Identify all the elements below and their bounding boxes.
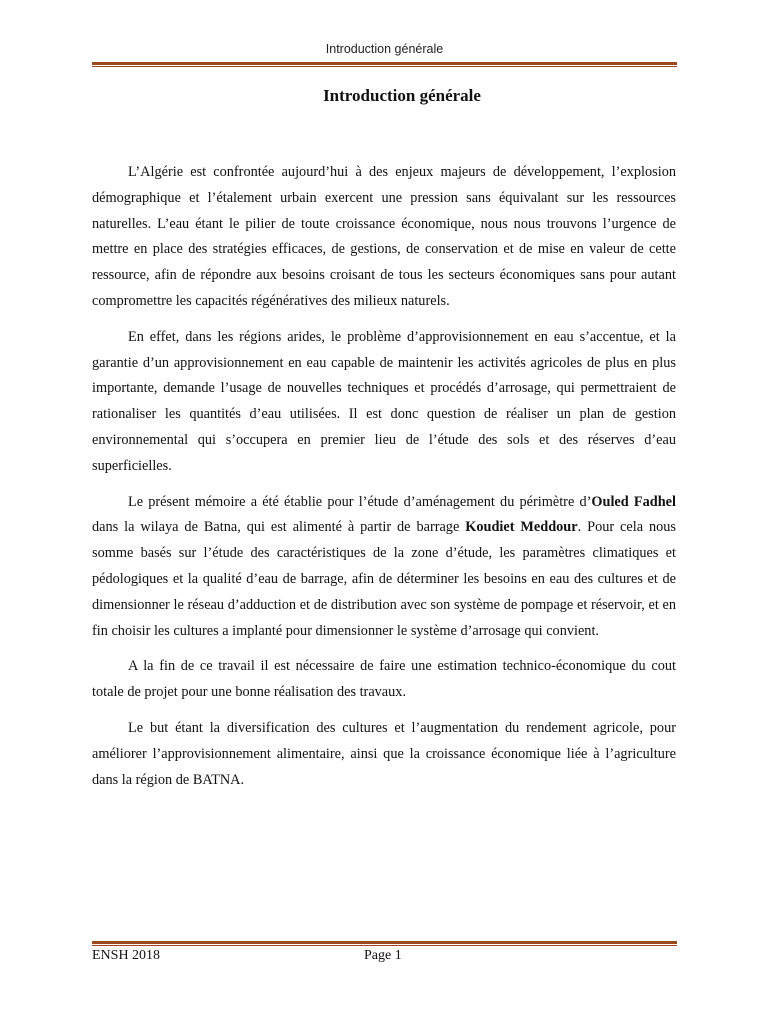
paragraph-2: En effet, dans les régions arides, le problème d’approvisionnement en eau s’accentue, et la garantie d’un approvisionnement en eau capable de maintenir les activités agricoles de plus en plus importante, demande l’usage de nouvelles techniques et procédés d’arrosage, qui permettraient de rationaliser les quantités d’eau utilisées. Il est donc question de réaliser un plan de gestion environnemental qui s’occupera en premier lieu de l’étude des sols et des réserves d’eau superficielles.: [92, 328, 676, 474]
body-text: [92, 160, 676, 803]
paragraph-3-part-a: Le présent mémoire a été établie pour l’étude d’aménagement du périmètre d’: [128, 493, 592, 510]
footer-rule: [92, 941, 677, 946]
page-number: Page 1: [364, 948, 402, 963]
running-header: Introduction générale: [325, 42, 444, 56]
dam-name-koudiet-meddour: Koudiet Meddour: [465, 519, 578, 536]
paragraph-3-part-e: . Pour cela nous somme basés sur l’étude des caractéristiques de la zone d’étude, les paramètres climatiques et pédologiques et la qualité d’eau de barrage, afin de déterminer les besoins en eau des cultures et de dimensionner le réseau d’adduction et de distribution avec son système de pompage et réservoir, et en fin choisir les cultures a implanté pour dimensionner le système d’arrosage qui convient.: [92, 519, 676, 639]
paragraph-5: Le but étant la diversification des cultures et l’augmentation du rendement agricole, pour améliorer l’approvisionnement alimentaire, ainsi que la croissance économique liée à l’agriculture dans la région de BATNA.: [92, 719, 676, 788]
page-title: Introduction générale: [323, 86, 481, 105]
paragraph-4: A la fin de ce travail il est nécessaire de faire une estimation technico-économique du cout totale de projet pour une bonne réalisation des travaux.: [92, 658, 676, 701]
paragraph-3: [92, 490, 676, 645]
paragraph-1: L’Algérie est confrontée aujourd’hui à des enjeux majeurs de développement, l’explosion démographique et l’étalement urbain exercent une pression sans équivalant sur les ressources naturelles. L’eau étant le pilier de toute croissance économique, nous nous trouvons l’urgence de mettre en place des stratégies efficaces, de gestions, de conservation et de mise en valeur de cette ressource, afin de répondre aux besoins croisant de tous les secteurs économiques sans pour autant compromettre les capacités régénératives des milieux naturels.: [92, 164, 676, 309]
paragraph-3-part-c: dans la wilaya de Batna, qui est alimenté à partir de barrage: [92, 519, 466, 536]
footer-institution: ENSH 2018: [92, 948, 161, 963]
place-name-ouled-fadhel: Ouled Fadhel: [591, 493, 676, 510]
header-rule: [92, 62, 677, 67]
